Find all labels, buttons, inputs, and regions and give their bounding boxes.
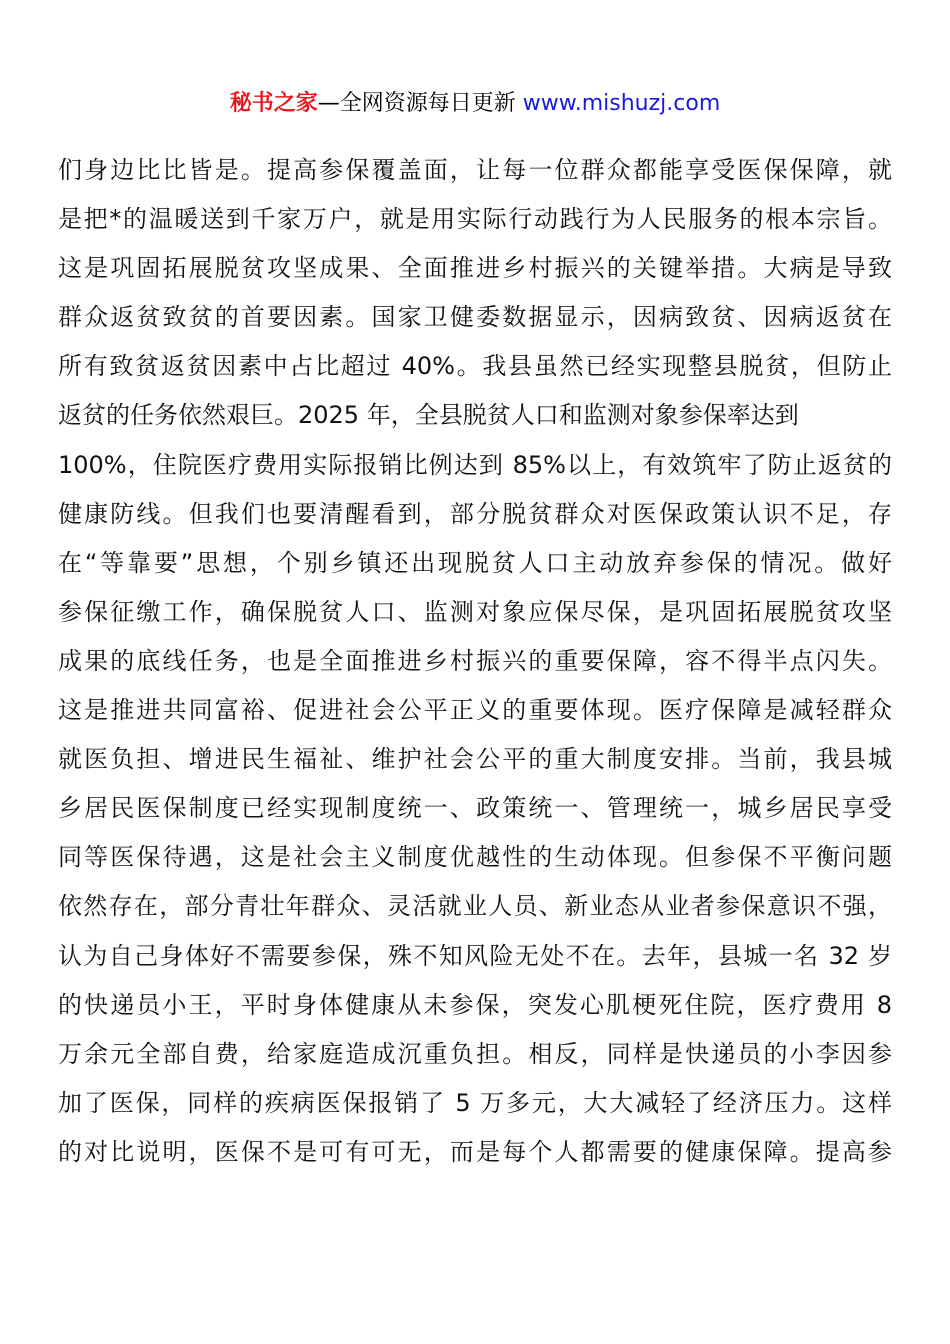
text-line: 参保征缴工作，确保脱贫人口、监测对象应保尽保，是巩固拓展脱贫攻坚: [58, 597, 892, 626]
text-line: 返贫的任务依然艰巨。2025 年，全县脱贫人口和监测对象参保率达到: [58, 401, 799, 430]
header-tagline: —全网资源每日更新: [317, 91, 523, 116]
site-header: [0, 88, 950, 120]
text-line: 100%，住院医疗费用实际报销比例达到 85%以上，有效筑牢了防止返贫的: [58, 450, 892, 479]
text-line: 认为自己身体好不需要参保，殊不知风险无处不在。去年，县城一名 32 岁: [58, 941, 892, 970]
text-line: 同等医保待遇，这是社会主义制度优越性的生动体现。但参保不平衡问题: [58, 843, 892, 872]
text-line: 依然存在，部分青壮年群众、灵活就业人员、新业态从业者参保意识不强，: [58, 892, 892, 921]
text-line: 就医负担、增进民生福祉、维护社会公平的重大制度安排。当前，我县城: [58, 745, 892, 774]
text-line: 在“等靠要”思想，个别乡镇还出现脱贫人口主动放弃参保的情况。做好: [58, 548, 892, 577]
site-url-link[interactable]: www.mishuzj.com: [522, 91, 721, 116]
text-line: 群众返贫致贫的首要因素。国家卫健委数据显示，因病致贫、因病返贫在: [58, 303, 892, 332]
text-line: 的对比说明，医保不是可有可无，而是每个人都需要的健康保障。提高参: [58, 1137, 892, 1166]
text-line: 万余元全部自费，给家庭造成沉重负担。相反，同样是快递员的小李因参: [58, 1039, 892, 1068]
brand-name: 秘书之家: [229, 91, 318, 116]
text-line: 这是巩固拓展脱贫攻坚成果、全面推进乡村振兴的关键举措。大病是导致: [58, 254, 892, 283]
text-line: 乡居民医保制度已经实现制度统一、政策统一、管理统一，城乡居民享受: [58, 794, 892, 823]
text-line: 这是推进共同富裕、促进社会公平正义的重要体现。医疗保障是减轻群众: [58, 696, 892, 725]
text-line: 是把*的温暖送到千家万户，就是用实际行动践行为人民服务的根本宗旨。: [58, 205, 892, 234]
text-line: 所有致贫返贫因素中占比超过 40%。我县虽然已经实现整县脱贫，但防止: [58, 352, 892, 381]
text-line: 的快递员小王，平时身体健康从未参保，突发心肌梗死住院，医疗费用 8: [58, 990, 892, 1019]
text-line: 加了医保，同样的疾病医保报销了 5 万多元，大大减轻了经济压力。这样: [58, 1088, 892, 1117]
document-body: [58, 146, 892, 1177]
text-line: 们身边比比皆是。提高参保覆盖面，让每一位群众都能享受医保保障，就: [58, 156, 892, 184]
text-line: 成果的底线任务，也是全面推进乡村振兴的重要保障，容不得半点闪失。: [58, 646, 892, 675]
text-line: 健康防线。但我们也要清醒看到，部分脱贫群众对医保政策认识不足，存: [58, 499, 892, 528]
